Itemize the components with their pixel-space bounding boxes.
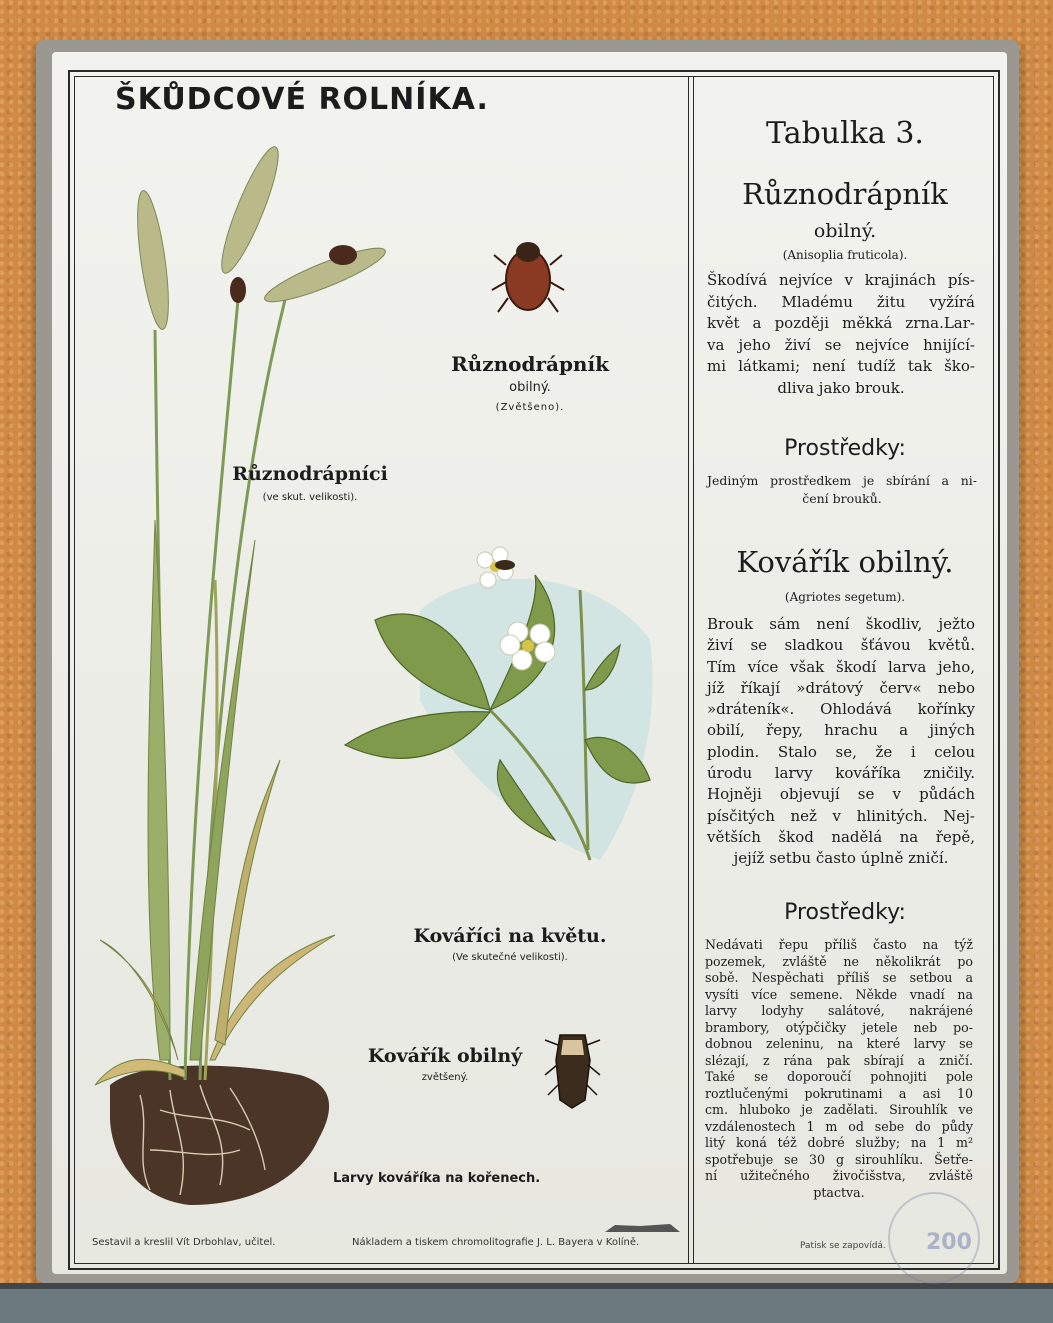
section3-heading: Kovářík obilný. — [736, 545, 954, 579]
click-beetle-illustration — [545, 1035, 600, 1108]
enlarged-beetle-illustration — [492, 242, 564, 312]
footer-author: Sestavil a kreslil Vít Drbohlav, učitel. — [92, 1237, 276, 1248]
label-beetle-title: Různodrápník — [451, 352, 609, 376]
label-beetle-sub: obilný. — [509, 380, 551, 395]
section1-paragraph: Škodívá nejvíce v krajinách pís- čitých. Mladému žitu vyžírá květ a později měkká zrna.Lar- va jeho živí se nejvíce hnijící- mi látkami; není tudíž tak ško- dliva jako brouk. — [707, 271, 975, 397]
label-click-beetle-note: zvětšený. — [421, 1072, 469, 1083]
label-beetles-group-note: (ve skut. velikosti). — [262, 492, 358, 503]
strawberry-plant-illustration — [345, 547, 653, 860]
section2-paragraph: Jediným prostředkem je sbírání a ni- čení brouků. — [707, 473, 977, 506]
section1-latin: (Anisoplia fruticola). — [782, 248, 908, 262]
label-larvae: Larvy kováříka na kořenech. — [333, 1171, 541, 1186]
soil-roots-illustration — [110, 1066, 329, 1205]
section3-latin: (Agriotes segetum). — [784, 590, 906, 604]
grain-ears — [131, 142, 389, 331]
footer-printer: Nákladem a tiskem chromolitografie J. L. Bayera v Kolíně. — [352, 1237, 640, 1248]
section1-heading: Různodrápník — [742, 177, 948, 211]
section3-paragraph: Brouk sám není škodliv, ježto živí se sladkou šťávou květů. Tím více však škodí larva jeho, jíž říkají »drátový červ« nebo »dráteník«. Ohlodává kořínky obilí, řepy, hrachu a jiných plodin. Stalo se, že i celou úrodu larvy kováříka zničily. Hojněji objevují se v půdách písčitých než v hlinitých. Nej- větších škod nadělá na řepě, jejíž setbu často úplně zničí. — [707, 615, 975, 868]
label-click-beetles-flower: Kováříci na květu. — [413, 925, 607, 947]
label-click-beetle-title: Kovářík obilný — [367, 1045, 523, 1067]
label-click-beetles-flower-note: (Ve skutečné velikosti). — [452, 952, 568, 963]
label-beetle-note: (Zvětšeno). — [495, 402, 565, 413]
footer-reprint-notice: Patisk se zapovídá. — [800, 1241, 886, 1251]
corner-number: 200 — [926, 1230, 972, 1255]
table-number: Tabulka 3. — [766, 116, 924, 151]
printer-mark — [605, 1224, 680, 1232]
section4-paragraph: Nedávati řepu příliš často na týž pozemek, zvláště ne několikrát po sobě. Nespěchati příliš se setbou a vysíti více semene. Někde vnadí na larvy lodyhy salátové, nakrájené brambory, otýpčičky jetele neb po- dobnou zeleninu, na které larvy se slézají, z rána pak sbírají a zničí. Také se doporoučí pohnojiti pole roztlučenými pokrutinami a asi 10 cm. hluboko je zadělati. Sirouhlík ve vzdálenostech 1 m od sebe do půdy litý koná též dobré služby; na 1 m² spotřebuje se 30 g sirouhlíku. Šetře- ní užitečného živočišstva, zvláště ptactva. — [705, 937, 973, 1200]
section1-subheading: obilný. — [813, 220, 877, 242]
rye-plant-illustration — [155, 300, 285, 1080]
label-beetles-group-title: Různodrápníci — [232, 463, 388, 485]
section2-heading: Prostředky: — [784, 436, 906, 461]
section4-heading: Prostředky: — [784, 900, 906, 925]
poster-title: ŠKŮDCOVÉ ROLNÍKA. — [115, 82, 489, 117]
